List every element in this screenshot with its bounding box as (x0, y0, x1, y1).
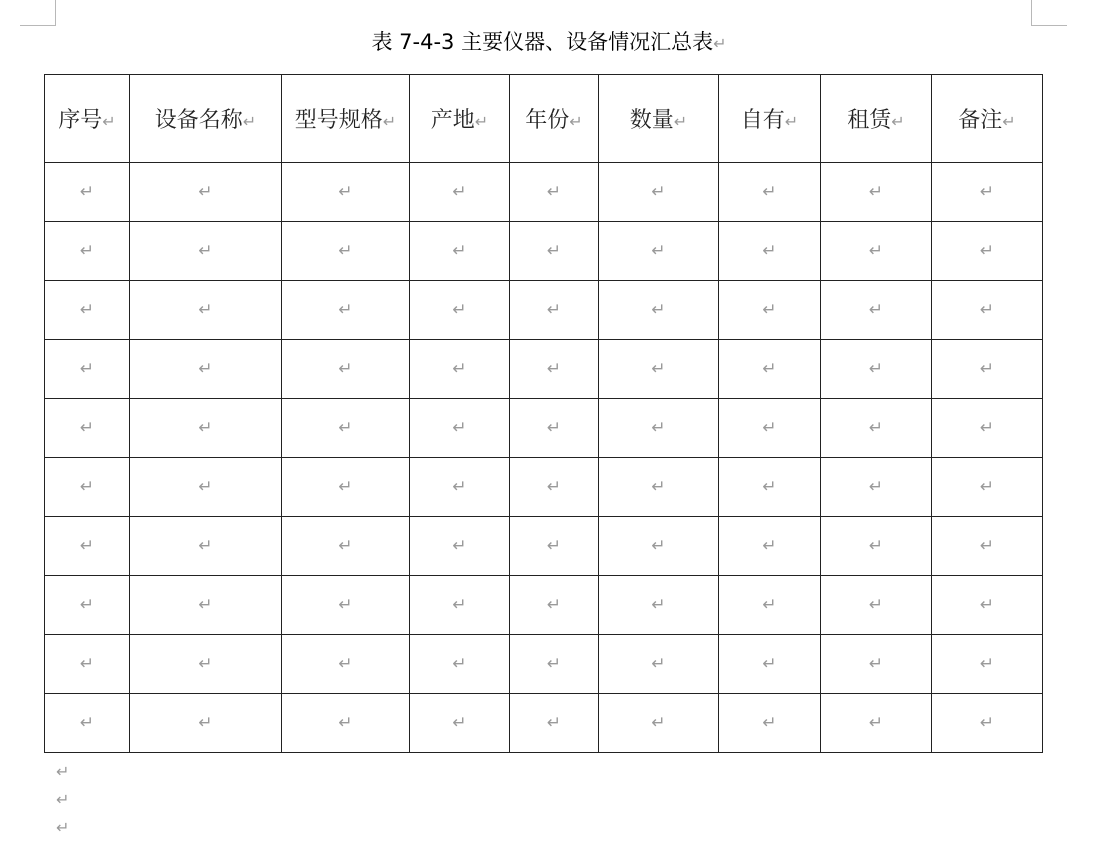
paragraph-mark-icon: ↵ (79, 536, 95, 556)
paragraph-mark-icon: ↵ (338, 536, 353, 556)
paragraph-mark-icon: ↵ (198, 359, 213, 379)
table-cell[interactable] (821, 222, 932, 281)
table-cell[interactable] (282, 635, 410, 694)
table-cell[interactable] (599, 576, 719, 635)
paragraph-mark-icon: ↵ (546, 300, 562, 320)
table-cell[interactable] (599, 458, 719, 517)
paragraph-mark-icon: ↵ (79, 418, 95, 438)
table-cell[interactable] (130, 635, 282, 694)
paragraph-mark-icon: ↵ (546, 713, 562, 733)
column-header[interactable] (410, 75, 510, 163)
paragraph-mark-icon: ↵ (198, 300, 213, 320)
table-cell[interactable] (130, 694, 282, 753)
table-cell[interactable] (821, 458, 932, 517)
paragraph-mark-icon: ↵ (474, 112, 489, 131)
table-cell[interactable] (599, 281, 719, 340)
table-row (45, 635, 1043, 694)
paragraph-mark-icon: ↵ (546, 241, 562, 261)
paragraph-mark-icon: ↵ (651, 595, 666, 615)
table-cell[interactable] (821, 281, 932, 340)
paragraph-mark-icon: ↵ (673, 112, 688, 131)
table-cell[interactable] (45, 694, 130, 753)
column-header[interactable] (932, 75, 1043, 163)
paragraph-mark-icon: ↵ (868, 595, 884, 615)
paragraph-mark-icon: ↵ (79, 654, 95, 674)
paragraph-mark-icon: ↵ (979, 536, 995, 556)
table-cell[interactable] (932, 281, 1043, 340)
paragraph-mark-icon: ↵ (79, 595, 95, 615)
table-cell[interactable] (821, 517, 932, 576)
table-cell[interactable] (510, 163, 599, 222)
paragraph-mark-icon: ↵ (868, 477, 884, 497)
table-cell[interactable] (130, 576, 282, 635)
equipment-summary-table (44, 74, 1043, 753)
paragraph-mark-icon: ↵ (979, 595, 995, 615)
paragraph-mark-icon: ↵ (338, 654, 353, 674)
paragraph-mark-icon: ↵ (569, 112, 583, 131)
paragraph-mark-icon: ↵ (762, 713, 777, 733)
table-cell[interactable] (282, 281, 410, 340)
table-cell[interactable] (130, 399, 282, 458)
paragraph-mark-icon: ↵ (338, 418, 353, 438)
column-header-label: 产地 (430, 108, 475, 133)
table-cell[interactable] (45, 635, 130, 694)
paragraph-mark-icon: ↵ (868, 654, 884, 674)
paragraph-mark-icon: ↵ (452, 536, 467, 556)
table-cell[interactable] (719, 458, 821, 517)
column-header-label: 租赁 (847, 108, 892, 133)
paragraph-mark-icon: ↵ (452, 477, 467, 497)
paragraph-mark-icon: ↵ (79, 300, 95, 320)
table-cell[interactable] (599, 163, 719, 222)
table-cell[interactable] (130, 458, 282, 517)
column-header-label: 年份 (525, 108, 570, 133)
paragraph-mark-icon: ↵ (784, 112, 799, 131)
paragraph-mark-icon: ↵ (198, 713, 213, 733)
table-cell[interactable] (282, 399, 410, 458)
table-cell[interactable] (821, 340, 932, 399)
paragraph-mark-icon: ↵ (79, 713, 95, 733)
table-cell[interactable] (282, 222, 410, 281)
column-header-label: 自有 (740, 108, 785, 133)
table-cell[interactable] (932, 340, 1043, 399)
table-cell[interactable] (410, 458, 510, 517)
table-row (45, 517, 1043, 576)
column-header-label: 设备名称 (154, 108, 243, 133)
paragraph-mark-icon: ↵ (651, 300, 666, 320)
table-cell[interactable] (410, 281, 510, 340)
table-cell[interactable] (510, 517, 599, 576)
table-cell[interactable] (719, 635, 821, 694)
table-cell[interactable] (821, 163, 932, 222)
paragraph-mark-icon: ↵ (546, 477, 562, 497)
paragraph-mark-icon: ↵ (762, 300, 777, 320)
paragraph-mark-icon: ↵ (338, 241, 353, 261)
table-cell[interactable] (410, 399, 510, 458)
paragraph-mark-icon: ↵ (452, 182, 467, 202)
paragraph-mark-icon: ↵ (198, 595, 213, 615)
table-cell[interactable] (510, 399, 599, 458)
paragraph-mark-icon: ↵ (382, 112, 397, 131)
column-header[interactable] (282, 75, 410, 163)
table-cell[interactable] (599, 694, 719, 753)
paragraph-mark-icon: ↵ (979, 418, 995, 438)
paragraph-mark-icon: ↵ (651, 418, 666, 438)
table-cell[interactable] (599, 517, 719, 576)
table-cell[interactable] (130, 281, 282, 340)
header-row (45, 75, 1043, 163)
paragraph-mark-icon: ↵ (1002, 112, 1016, 131)
paragraph-mark-icon: ↵ (198, 182, 213, 202)
table-row (45, 399, 1043, 458)
table-cell[interactable] (932, 399, 1043, 458)
table-cell[interactable] (45, 222, 130, 281)
table-cell[interactable] (821, 694, 932, 753)
paragraph-mark-icon: ↵ (79, 241, 95, 261)
paragraph-mark-icon: ↵ (198, 536, 213, 556)
paragraph-mark-icon: ↵ (762, 536, 777, 556)
table-cell[interactable] (719, 222, 821, 281)
paragraph-mark-icon: ↵ (198, 241, 213, 261)
table-cell[interactable] (719, 517, 821, 576)
paragraph-mark-icon: ↵ (979, 182, 995, 202)
table-cell[interactable] (821, 635, 932, 694)
table-cell[interactable] (510, 635, 599, 694)
paragraph-mark-icon: ↵ (868, 359, 884, 379)
paragraph-mark-icon: ↵ (198, 654, 213, 674)
paragraph-mark-icon: ↵ (979, 713, 995, 733)
table-cell[interactable] (45, 517, 130, 576)
paragraph-mark-icon: ↵ (979, 241, 995, 261)
column-header[interactable] (719, 75, 821, 163)
table-cell[interactable] (719, 163, 821, 222)
table-row (45, 163, 1043, 222)
table-cell[interactable] (130, 222, 282, 281)
paragraph-mark-icon: ↵ (868, 241, 884, 261)
paragraph-mark-icon: ↵ (762, 654, 777, 674)
table-cell[interactable] (719, 340, 821, 399)
table-cell[interactable] (719, 399, 821, 458)
table-cell[interactable] (410, 163, 510, 222)
table-caption (0, 26, 1098, 60)
paragraph-mark-icon: ↵ (338, 713, 353, 733)
table-cell[interactable] (282, 163, 410, 222)
table-cell[interactable] (719, 281, 821, 340)
paragraph-mark-icon: ↵ (452, 241, 467, 261)
paragraph-mark-icon: ↵ (452, 713, 467, 733)
table-cell[interactable] (719, 576, 821, 635)
paragraph-mark-icon: ↵ (56, 762, 70, 781)
table-cell[interactable] (130, 517, 282, 576)
paragraph-mark-icon: ↵ (868, 418, 884, 438)
table-body (45, 163, 1043, 753)
table-cell[interactable] (282, 576, 410, 635)
table-cell[interactable] (932, 576, 1043, 635)
paragraph-mark-icon: ↵ (79, 182, 95, 202)
table-cell[interactable] (599, 340, 719, 399)
table-cell[interactable] (282, 340, 410, 399)
trailing-paragraph-marks (56, 758, 69, 842)
column-header[interactable] (510, 75, 599, 163)
paragraph-mark-icon: ↵ (452, 654, 467, 674)
table-cell[interactable] (45, 458, 130, 517)
paragraph-mark-icon: ↵ (338, 595, 353, 615)
column-header-label: 型号规格 (294, 108, 383, 133)
paragraph-mark-icon: ↵ (762, 241, 777, 261)
table-cell[interactable] (599, 399, 719, 458)
table-cell[interactable] (932, 635, 1043, 694)
table-cell[interactable] (282, 517, 410, 576)
paragraph-mark-icon: ↵ (102, 112, 116, 131)
paragraph-mark-icon: ↵ (651, 477, 666, 497)
paragraph-mark-icon: ↵ (338, 359, 353, 379)
paragraph-mark-icon: ↵ (79, 359, 95, 379)
table-cell[interactable] (45, 399, 130, 458)
table-cell[interactable] (932, 694, 1043, 753)
table-row (45, 222, 1043, 281)
paragraph-mark-icon: ↵ (546, 536, 562, 556)
table-cell[interactable] (510, 281, 599, 340)
paragraph-mark-icon: ↵ (868, 300, 884, 320)
table-cell[interactable] (510, 458, 599, 517)
paragraph-mark-icon: ↵ (452, 418, 467, 438)
table-cell[interactable] (510, 694, 599, 753)
paragraph-mark-icon: ↵ (338, 477, 353, 497)
table-cell[interactable] (510, 340, 599, 399)
paragraph-mark-icon: ↵ (546, 359, 562, 379)
column-header-label: 序号 (58, 108, 103, 133)
paragraph-mark-icon: ↵ (979, 300, 995, 320)
paragraph-mark-icon: ↵ (762, 595, 777, 615)
table-cell[interactable] (410, 694, 510, 753)
paragraph-mark-icon: ↵ (762, 418, 777, 438)
table-cell[interactable] (45, 576, 130, 635)
paragraph-mark-icon: ↵ (56, 790, 70, 809)
table-row (45, 281, 1043, 340)
table-cell[interactable] (821, 576, 932, 635)
column-header[interactable] (45, 75, 130, 163)
paragraph-mark-icon: ↵ (979, 359, 995, 379)
table-cell[interactable] (599, 222, 719, 281)
paragraph-mark-icon: ↵ (868, 182, 884, 202)
table-row (45, 576, 1043, 635)
paragraph-mark-icon: ↵ (198, 477, 213, 497)
table-cell[interactable] (932, 222, 1043, 281)
paragraph-mark-icon: ↵ (452, 359, 467, 379)
table-cell[interactable] (45, 281, 130, 340)
paragraph-mark-icon: ↵ (868, 713, 884, 733)
table-cell[interactable] (45, 340, 130, 399)
table-cell[interactable] (510, 576, 599, 635)
paragraph-mark-icon: ↵ (79, 477, 95, 497)
table-cell[interactable] (410, 222, 510, 281)
paragraph-mark-icon: ↵ (651, 654, 666, 674)
table-cell[interactable] (821, 399, 932, 458)
paragraph-mark-icon: ↵ (198, 418, 213, 438)
crop-mark-top-right-vertical (1031, 0, 1032, 25)
paragraph-mark-icon: ↵ (762, 477, 777, 497)
column-header-label: 数量 (629, 108, 674, 133)
table-row (45, 340, 1043, 399)
paragraph-mark-icon: ↵ (651, 359, 666, 379)
paragraph-mark-icon: ↵ (651, 182, 666, 202)
crop-mark-top-left-vertical (55, 0, 56, 25)
paragraph-mark-icon: ↵ (713, 34, 727, 53)
table-row (45, 694, 1043, 753)
table-cell[interactable] (410, 635, 510, 694)
paragraph-mark-icon: ↵ (651, 713, 666, 733)
table-cell[interactable] (719, 694, 821, 753)
paragraph-mark-icon: ↵ (762, 359, 777, 379)
paragraph-mark-icon: ↵ (452, 300, 467, 320)
paragraph-mark-icon: ↵ (651, 536, 666, 556)
caption-text: 表 7-4-3 主要仪器、设备情况汇总表 (371, 30, 714, 54)
paragraph-mark-icon: ↵ (546, 595, 562, 615)
table-cell[interactable] (282, 458, 410, 517)
table-cell[interactable] (410, 517, 510, 576)
column-header[interactable] (821, 75, 932, 163)
paragraph-mark-icon: ↵ (979, 477, 995, 497)
column-header[interactable] (599, 75, 719, 163)
paragraph-mark-icon: ↵ (868, 536, 884, 556)
table-cell[interactable] (599, 635, 719, 694)
paragraph-mark-icon: ↵ (891, 112, 905, 131)
table-cell[interactable] (130, 163, 282, 222)
table-cell[interactable] (510, 222, 599, 281)
table-cell[interactable] (932, 517, 1043, 576)
table-cell[interactable] (932, 458, 1043, 517)
paragraph-mark-icon: ↵ (762, 182, 777, 202)
table-cell[interactable] (410, 576, 510, 635)
table-row (45, 458, 1043, 517)
paragraph-mark-icon: ↵ (338, 300, 353, 320)
table-cell[interactable] (45, 163, 130, 222)
table-cell[interactable] (932, 163, 1043, 222)
column-header-label: 备注 (958, 108, 1003, 133)
paragraph-mark-icon: ↵ (56, 818, 70, 837)
paragraph-mark-icon: ↵ (546, 654, 562, 674)
paragraph-mark-icon: ↵ (651, 241, 666, 261)
paragraph-mark-icon: ↵ (546, 418, 562, 438)
table-cell[interactable] (130, 340, 282, 399)
paragraph-mark-icon: ↵ (979, 654, 995, 674)
paragraph-mark-icon: ↵ (242, 112, 257, 131)
table-cell[interactable] (282, 694, 410, 753)
column-header[interactable] (130, 75, 282, 163)
table-cell[interactable] (410, 340, 510, 399)
paragraph-mark-icon: ↵ (338, 182, 353, 202)
paragraph-mark-icon: ↵ (452, 595, 467, 615)
paragraph-mark-icon: ↵ (546, 182, 562, 202)
